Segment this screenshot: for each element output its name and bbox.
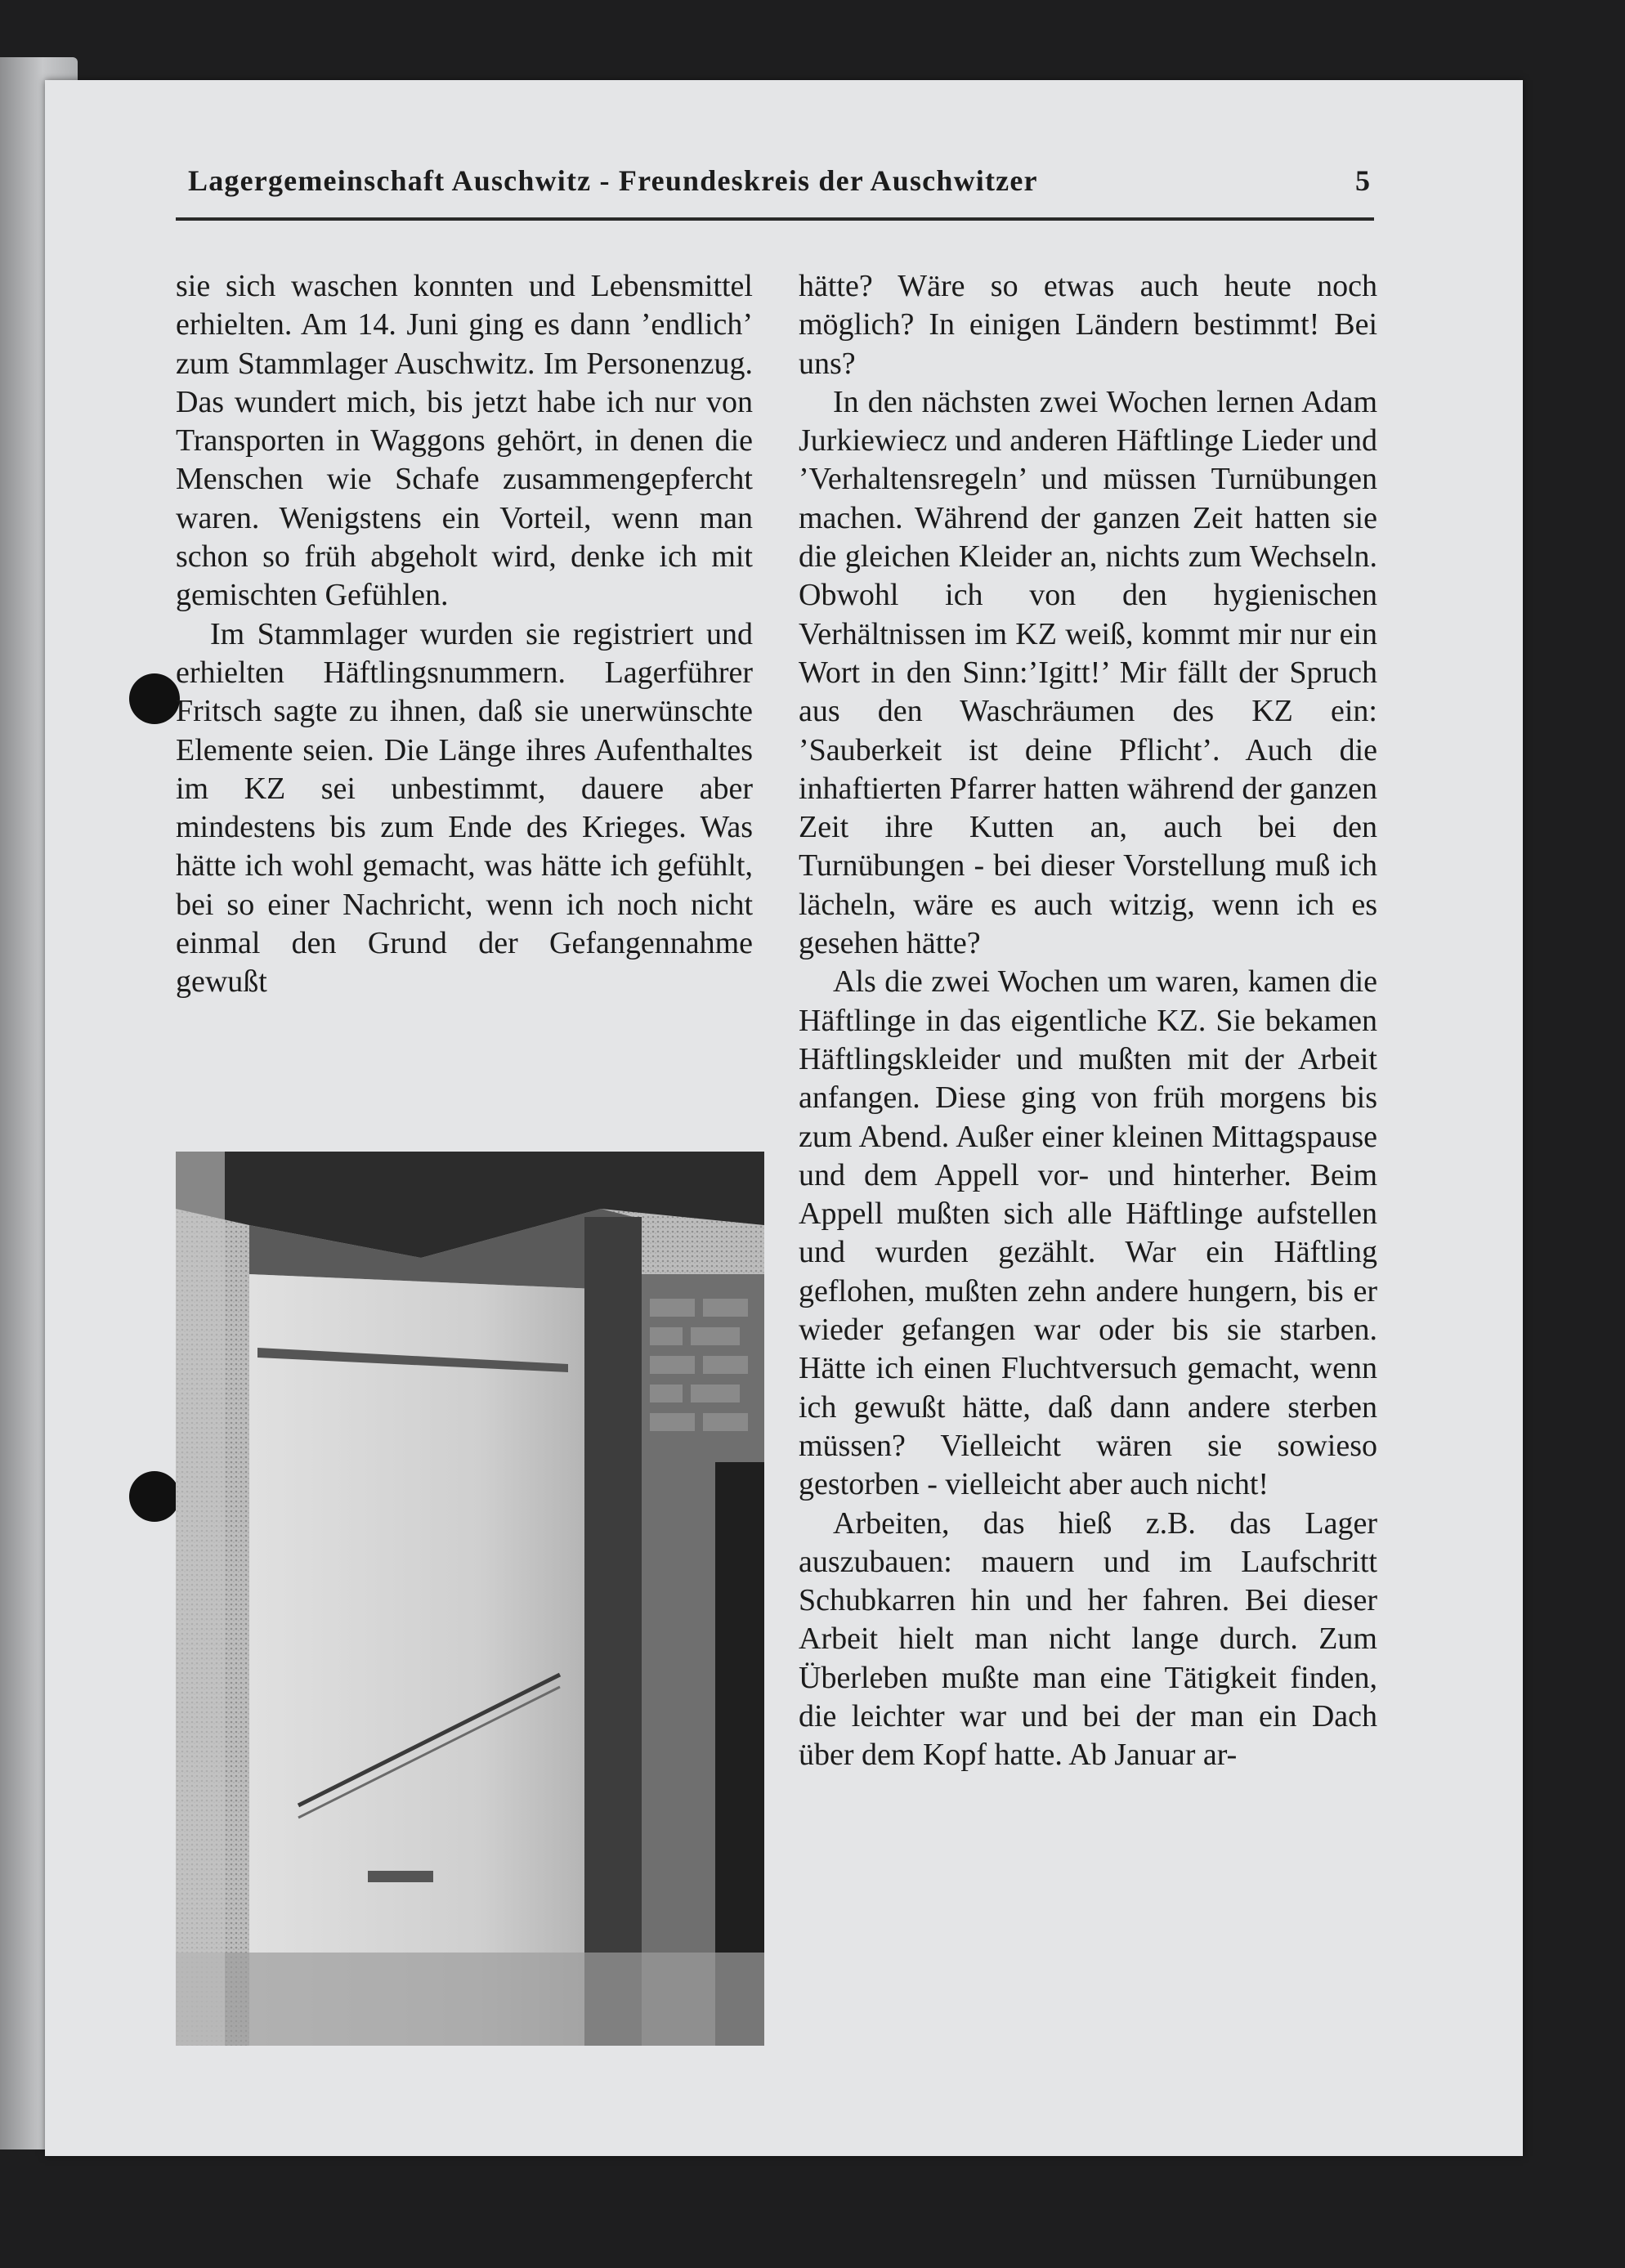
paragraph: Im Stammlager wurden sie registriert und erhielten Häftlingsnummern. Lagerführer Fritsch sagte zu ihnen, daß sie unerwünschte Elemente seien. Die Länge ihres Aufenthaltes im KZ sei unbestimmt, dauere aber mindestens bis zum Ende des Krieges. Was hätte ich wohl gemacht, was hätte ich gefühlt, bei so einer Nachricht, wenn ich noch nicht einmal den Grund der Gefangennahme gewußt <box>176 616 753 1000</box>
header-title: Lagergemeinschaft Auschwitz - Freundeskreis der Auschwitzer <box>188 164 1038 197</box>
right-column <box>799 267 1377 1775</box>
photo-image <box>176 1152 764 2046</box>
page-number: 5 <box>1355 164 1370 197</box>
paragraph: hätte? Wäre so etwas auch heute noch möglich? In einigen Ländern bestimmt! Bei uns? <box>799 269 1377 381</box>
left-column <box>176 267 753 1002</box>
paragraph: In den nächsten zwei Wochen lernen Adam Jurkiewiecz und anderen Häftlinge Lieder und ’Verhaltensregeln’ und müssen Turnübungen machen. Während der ganzen Zeit hatten sie die gleichen Kleider an, nichts zum Wechseln. Obwohl ich von den hygienischen Verhältnissen im KZ weiß, kommt mir nur ein Wort in den Sinn:’Igitt!’ Mir fällt der Spruch aus den Waschräumen des KZ ein: ’Sauberkeit ist deine Pflicht’. Auch die inhaftierten Pfarrer hatten während der ganzen Zeit ihre Kutten an, auch bei den Turnübungen - bei dieser Vorstellung muß ich lächeln, wäre es auch witzig, wenn ich es gesehen hätte? <box>799 384 1377 961</box>
punch-hole-top <box>129 673 180 724</box>
paragraph: sie sich waschen konnten und Lebensmittel erhielten. Am 14. Juni ging es dann ’endlich’ zum Stammlager Auschwitz. Im Personenzug. Das wundert mich, bis jetzt habe ich nur von Transporten in Waggons gehört, in denen die Menschen wie Schafe zusammengepfercht waren. Wenigstens ein Vorteil, wenn man schon so früh abgeholt wird, denke ich mit gemischten Gefühlen. <box>176 269 753 613</box>
header-rule <box>176 217 1374 221</box>
paragraph: Als die zwei Wochen um waren, kamen die Häftlinge in das eigentliche KZ. Sie bekamen Häftlingskleider und mußten mit der Arbeit anfangen. Diese ging von früh morgens bis zum Abend. Außer einer kleinen Mittagspause und dem Appell vor- und hinterher. Beim Appell mußten sich alle Häftlinge aufstellen und wurden gezählt. War ein Häftling geflohen, mußten zehn andere hungern, bis er wieder gefangen war oder bis sie starben. Hätte ich einen Fluchtversuch gemacht, wenn ich gewußt hätte, daß dann andere sterben müssen? Vielleicht wären sie sowieso gestorben - vielleicht aber auch nicht! <box>799 964 1377 1502</box>
building-photo <box>176 1152 764 2046</box>
paragraph: Arbeiten, das hieß z.B. das Lager auszubauen: mauern und im Laufschritt Schubkarren hin und her fahren. Bei dieser Arbeit hielt man nicht lange durch. Zum Überleben mußte man eine Tätigkeit finden, die leichter war und bei der man ein Dach über dem Kopf hatte. Ab Januar ar- <box>799 1505 1377 1773</box>
punch-hole-bottom <box>129 1471 180 1522</box>
running-header <box>132 163 1377 214</box>
